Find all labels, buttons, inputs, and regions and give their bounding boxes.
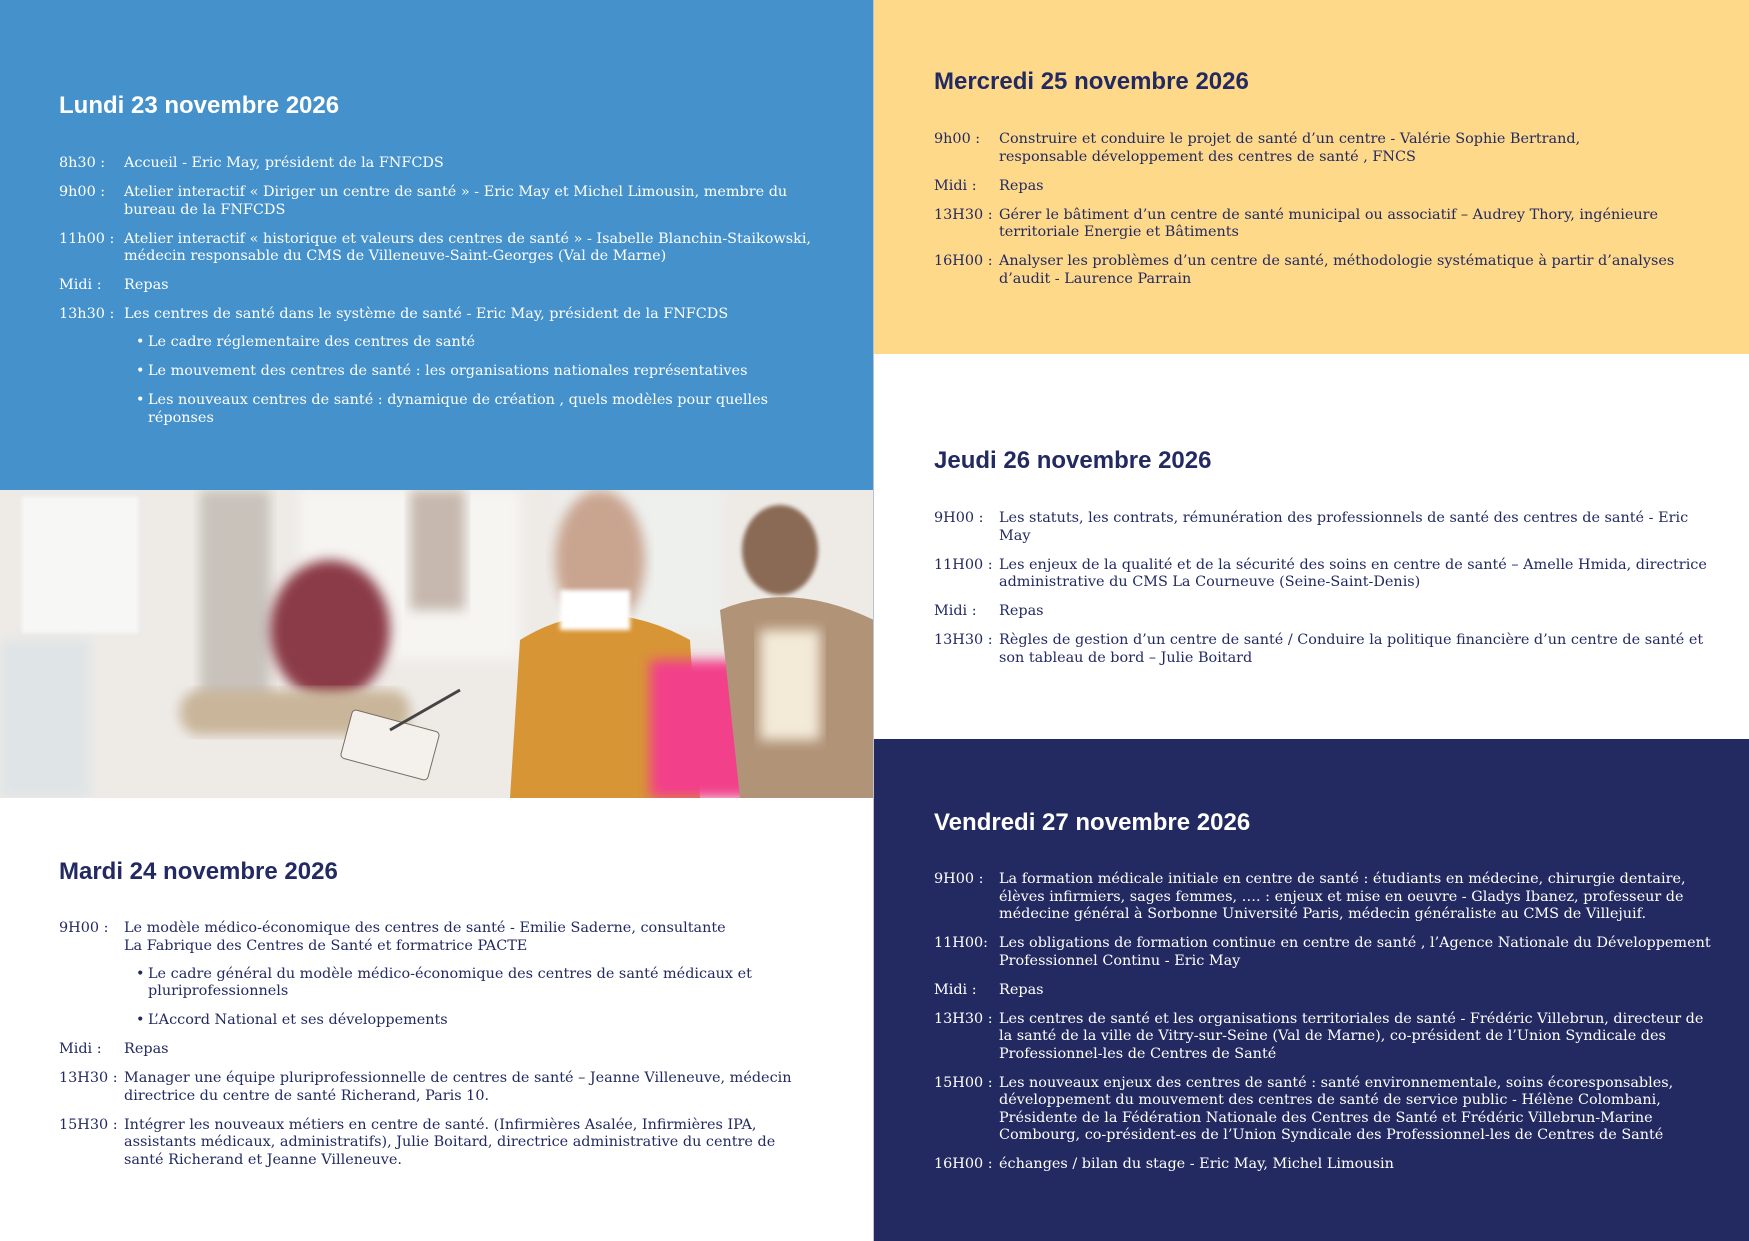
agenda-item xyxy=(934,632,1714,667)
agenda-item xyxy=(59,306,819,324)
agenda-text: Les obligations de formation continue en centre de santé , l’Agence Nationale du Développement Professionnel Continu - Eric May xyxy=(999,935,1711,969)
agenda-time: Midi : xyxy=(934,177,977,194)
agenda-text: Les centres de santé dans le système de santé - Eric May, président de la FNFCDS xyxy=(124,306,729,322)
wednesday-agenda xyxy=(934,131,1694,300)
agenda-item xyxy=(934,982,1714,1000)
agenda-text: Règles de gestion d’un centre de santé / Conduire la politique financière d’un centre de santé et son tableau de bord – Julie Boitard xyxy=(999,632,1704,666)
thursday-title: Jeudi 26 novembre 2026 xyxy=(934,447,1212,474)
agenda-text: Analyser les problèmes d’un centre de santé, méthodologie systématique à partir d’analyses d’audit - Laurence Parrain xyxy=(999,253,1675,287)
agenda-text: Repas xyxy=(124,1041,169,1057)
thursday-agenda xyxy=(934,510,1714,679)
agenda-text: Construire et conduire le projet de santé d’un centre - Valérie Sophie Bertrand, responsable développement des centres de santé , FNCS xyxy=(999,131,1581,165)
bullet-text: Le cadre réglementaire des centres de santé xyxy=(148,334,476,350)
agenda-text: Gérer le bâtiment d’un centre de santé municipal ou associatif – Audrey Thory, ingénieure territoriale Energie et Bâtiments xyxy=(999,206,1659,240)
bullet-item xyxy=(136,363,819,381)
agenda-time: 11h00 : xyxy=(59,230,115,247)
agenda-text: Le modèle médico-économique des centres de santé - Emilie Saderne, consultante La Fabrique des Centres de Santé et formatrice PACTE xyxy=(124,920,726,954)
agenda-time: 9h00 : xyxy=(934,131,981,147)
agenda-item xyxy=(934,1156,1714,1174)
tuesday-bullet-list xyxy=(136,966,819,1030)
agenda-item xyxy=(59,920,819,955)
friday-agenda xyxy=(934,871,1714,1185)
agenda-item xyxy=(934,871,1714,924)
tuesday-panel xyxy=(0,798,874,1241)
agenda-time: 13H30 : xyxy=(934,206,993,223)
agenda-text: Les enjeux de la qualité et de la sécurité des soins en centre de santé – Amelle Hmida, directrice administrative du CMS La Courneuve (Seine-Saint-Denis) xyxy=(999,556,1707,590)
agenda-text: Atelier interactif « Diriger un centre de santé » - Eric May et Michel Limousin, membre du bureau de la FNFCDS xyxy=(124,184,788,218)
agenda-item xyxy=(59,184,819,219)
agenda-item xyxy=(934,557,1714,592)
agenda-item xyxy=(934,207,1694,242)
agenda-item xyxy=(59,277,819,295)
bullet-text: L’Accord National et ses développements xyxy=(148,1012,448,1028)
agenda-item xyxy=(934,253,1694,288)
classroom-photo xyxy=(0,490,874,798)
bullet-dot: • xyxy=(136,363,145,379)
agenda-item xyxy=(59,1041,819,1059)
friday-title: Vendredi 27 novembre 2026 xyxy=(934,809,1251,836)
agenda-text: Repas xyxy=(999,177,1044,194)
bullet-text: Le cadre général du modèle médico-économique des centres de santé médicaux et pluriprofessionnels xyxy=(148,965,752,999)
agenda-time: Midi : xyxy=(934,603,977,619)
bullet-item xyxy=(136,392,819,427)
agenda-text: La formation médicale initiale en centre de santé : étudiants en médecine, chirurgie dentaire, élèves infirmiers, sages femmes, …. : enjeux et mise en oeuvre - Gladys Ibanez, professeur de médecine général à Sorbonne Université Paris, médecin généraliste au CMS de Villejuif. xyxy=(999,871,1686,922)
bullet-text: Les nouveaux centres de santé : dynamique de création , quels modèles pour quelles réponses xyxy=(148,392,768,426)
monday-bullet-list xyxy=(136,334,819,427)
agenda-time: 11H00 : xyxy=(934,556,993,573)
agenda-time: 9H00 : xyxy=(59,920,109,936)
agenda-text: Repas xyxy=(999,981,1044,998)
agenda-item xyxy=(934,603,1714,621)
agenda-text: Manager une équipe pluriprofessionnelle de centres de santé – Jeanne Villeneuve, médecin directrice du centre de santé Richerand, Paris 10. xyxy=(124,1070,792,1104)
wednesday-panel xyxy=(874,0,1749,354)
agenda-text: Atelier interactif « historique et valeurs des centres de santé » - Isabelle Blanchin-Staikowski, médecin responsable du CMS de Villeneuve-Saint-Georges (Val de Marne) xyxy=(124,230,811,264)
agenda-time: Midi : xyxy=(59,277,102,293)
agenda-time: 13H30 : xyxy=(59,1070,118,1086)
bullet-item xyxy=(136,334,819,352)
monday-panel xyxy=(0,0,874,490)
monday-title: Lundi 23 novembre 2026 xyxy=(59,92,340,119)
agenda-text: Les statuts, les contrats, rémunération des professionnels de santé des centres de santé - Eric May xyxy=(999,510,1689,544)
agenda-text: Accueil - Eric May, président de la FNFCDS xyxy=(124,155,444,171)
agenda-text: échanges / bilan du stage - Eric May, Michel Limousin xyxy=(999,1156,1394,1172)
bullet-text: Le mouvement des centres de santé : les organisations nationales représentatives xyxy=(148,363,748,379)
agenda-text: Repas xyxy=(124,277,169,293)
agenda-time: 8h30 : xyxy=(59,155,106,171)
agenda-text: Repas xyxy=(999,603,1044,619)
monday-agenda xyxy=(59,155,819,439)
agenda-item xyxy=(934,178,1694,196)
agenda-item xyxy=(934,131,1694,166)
agenda-time: 9H00 : xyxy=(934,510,984,526)
agenda-time: 11H00: xyxy=(934,935,989,951)
agenda-time: 9h00 : xyxy=(59,184,106,200)
bullet-dot: • xyxy=(136,392,145,408)
thursday-panel xyxy=(874,354,1749,739)
agenda-time: Midi : xyxy=(934,981,977,998)
bullet-dot: • xyxy=(136,334,145,350)
agenda-time: 15H00 : xyxy=(934,1074,993,1091)
agenda-item xyxy=(934,935,1714,970)
tuesday-title: Mardi 24 novembre 2026 xyxy=(59,858,338,885)
agenda-item xyxy=(59,155,819,173)
agenda-time: 16H00 : xyxy=(934,253,993,269)
agenda-time: 9H00 : xyxy=(934,871,984,887)
agenda-item xyxy=(934,1075,1714,1145)
agenda-item xyxy=(934,1011,1714,1064)
agenda-item xyxy=(59,1070,819,1105)
classroom-photo-illustration xyxy=(0,490,874,798)
wednesday-title: Mercredi 25 novembre 2026 xyxy=(934,68,1249,95)
agenda-item xyxy=(59,231,819,266)
agenda-time: 16H00 : xyxy=(934,1156,993,1172)
agenda-text: Les nouveaux enjeux des centres de santé : santé environnementale, soins écoresponsables, développement du mouvement des centres de santé de service public - Hélène Colombani, Présidente de la Fédération Nationale des Centres de Santé et Frédéric Villebrun-Marine Combourg, co-président-es de l’Union Syndicale des Professionnel-les de Centres de Santé xyxy=(999,1074,1674,1143)
bullet-item xyxy=(136,1012,819,1030)
bullet-dot: • xyxy=(136,965,145,982)
panel-divider xyxy=(873,0,874,1241)
agenda-time: Midi : xyxy=(59,1041,102,1057)
tuesday-agenda xyxy=(59,920,819,1181)
agenda-time: 13H30 : xyxy=(934,1010,993,1027)
agenda-item xyxy=(59,1117,819,1170)
agenda-time: 13H30 : xyxy=(934,632,993,648)
agenda-text: Intégrer les nouveaux métiers en centre de santé. (Infirmières Asalée, Infirmières IPA, assistants médicaux, administratifs), Julie Boitard, directrice administrative du centre de santé Richerand et Jeanne Villeneuve. xyxy=(124,1116,776,1168)
agenda-text: Les centres de santé et les organisations territoriales de santé - Frédéric Villebrun, directeur de la santé de la ville de Vitry-sur-Seine (Val de Marne), co-président de l’Union Syndicale des Professionnel-les de Centres de Santé xyxy=(999,1010,1704,1062)
agenda-item xyxy=(934,510,1714,545)
bullet-dot: • xyxy=(136,1012,145,1028)
agenda-time: 15H30 : xyxy=(59,1116,118,1133)
bullet-item xyxy=(136,966,819,1001)
friday-panel xyxy=(874,739,1749,1241)
agenda-time: 13h30 : xyxy=(59,306,115,322)
